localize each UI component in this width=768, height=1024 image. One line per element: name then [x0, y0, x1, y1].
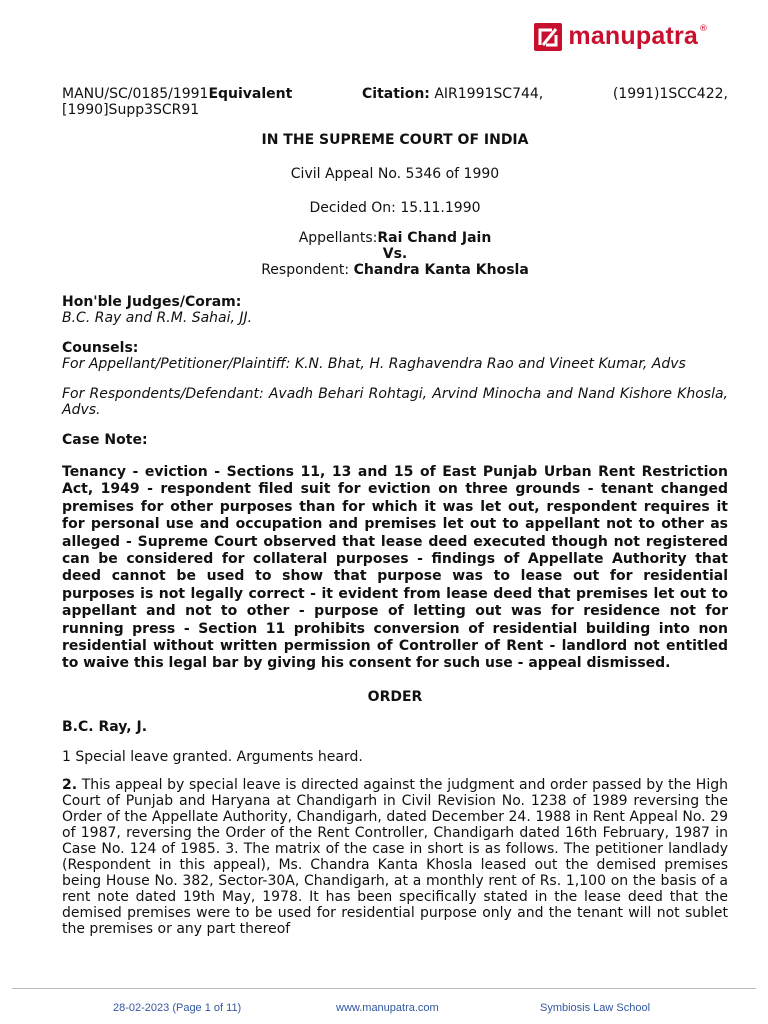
judges-section — [62, 294, 728, 326]
citation-line — [62, 86, 728, 102]
respondent-line — [62, 262, 728, 278]
manu-id: MANU/SC/0185/1991 — [62, 86, 209, 102]
equivalent-label: Equivalent — [208, 86, 293, 102]
order-heading: ORDER — [367, 688, 423, 705]
judges-heading: Hon'ble Judges/Coram: — [62, 294, 242, 310]
citation-3: [1990]Supp3SCR91 — [62, 102, 200, 118]
manupatra-logo — [534, 22, 708, 51]
footer-institution: Symbiosis Law School — [540, 1002, 651, 1014]
appellant-name: Rai Chand Jain — [377, 230, 492, 246]
citation-2: (1991)1SCC422, — [612, 86, 728, 102]
respondent-name: Chandra Kanta Khosla — [353, 262, 529, 278]
case-note-text: Tenancy - eviction - Sections 11, 13 and 15 of East Punjab Urban Rent Restriction Act, 1949 - respondent filed suit for eviction on three grounds - tenant changed premises for other purposes than for which it was let out, respondent requires it for personal use and occupation and premises let out to appellant not to other as alleged - Supreme Court observed that lease deed executed though not registered can be considered for collateral purposes - findings of Appellate Authority that deed cannot be used to show that purpose was to lease out for residential purposes is not legally correct - it evident from lease deed that premises let out to appellant and not to other - purpose of letting out was for residence not for running press - Section 11 prohibits conversion of residential building into non residential without written permission of Controller of Rent - landlord not entitled to waive this legal bar by giving his consent for such use - appeal dismissed. — [62, 464, 728, 672]
counsels-heading: Counsels: — [62, 340, 139, 356]
court-name: IN THE SUPREME COURT OF INDIA — [261, 132, 529, 148]
parties — [62, 230, 728, 278]
paragraph-2-number: 2. — [62, 776, 78, 793]
counsel-respondent: For Respondents/Defendant: Avadh Behari Rohtagi, Arvind Minocha and Nand Kishore Khosla, Advs. — [62, 386, 728, 418]
versus: Vs. — [382, 246, 408, 262]
footer-divider — [12, 988, 756, 989]
logo-text: manupatra — [568, 22, 698, 50]
paragraph-2-text: This appeal by special leave is directed against the judgment and order passed by the High Court of Punjab and Haryana at Chandigarh in Civil Revision No. 1238 of 1989 reversing the Order of the Appellate Authority, Chandigarh, dated December 24. 1988 in Rent Appeal No. 29 of 1987, reversing the Order of the Rent Controller, Chandigarh dated 16th February, 1987 in Case No. 124 of 1985. 3. The matrix of the case in short is as follows. The petitioner landlady (Respondent in this appeal), Ms. Chandra Kanta Khosla leased out the demised premises being House No. 382, Sector-30A, Chandigarh, at a monthly rent of Rs. 1,100 on the basis of a rent note dated 19th May, 1978. It has been specifically stated in the lease deed that the demised premises were to be used for residential purpose only and the tenant will not sublet the premises or any part thereof — [62, 776, 728, 937]
registered-mark: ® — [699, 24, 708, 34]
judges-names: B.C. Ray and R.M. Sahai, JJ. — [62, 310, 253, 326]
appeal-number: Civil Appeal No. 5346 of 1990 — [290, 166, 500, 182]
appellants-line — [62, 230, 728, 246]
counsels-section — [62, 340, 728, 372]
counsel-appellant: For Appellant/Petitioner/Plaintiff: K.N. Bhat, H. Raghavendra Rao and Vineet Kumar, Advs — [62, 356, 686, 372]
paragraph-1: 1 Special leave granted. Arguments heard. — [62, 748, 363, 765]
case-note-heading: Case Note: — [62, 432, 148, 448]
footer-website: www.manupatra.com — [336, 1002, 439, 1014]
respondent-label: Respondent: — [261, 262, 354, 278]
paragraph-2 — [62, 777, 728, 937]
order-judge: B.C. Ray, J. — [62, 718, 148, 735]
citation-group — [362, 86, 543, 102]
document-body — [62, 86, 728, 949]
appellants-label: Appellants: — [298, 230, 378, 246]
manupatra-logo-icon — [534, 23, 562, 51]
citation-label: Citation: — [362, 86, 430, 102]
footer-date-page: 28-02-2023 (Page 1 of 11) — [113, 1002, 242, 1014]
citation-1: AIR1991SC744, — [434, 86, 544, 102]
decided-on: Decided On: 15.11.1990 — [309, 200, 481, 216]
citation-id-group — [62, 86, 292, 102]
